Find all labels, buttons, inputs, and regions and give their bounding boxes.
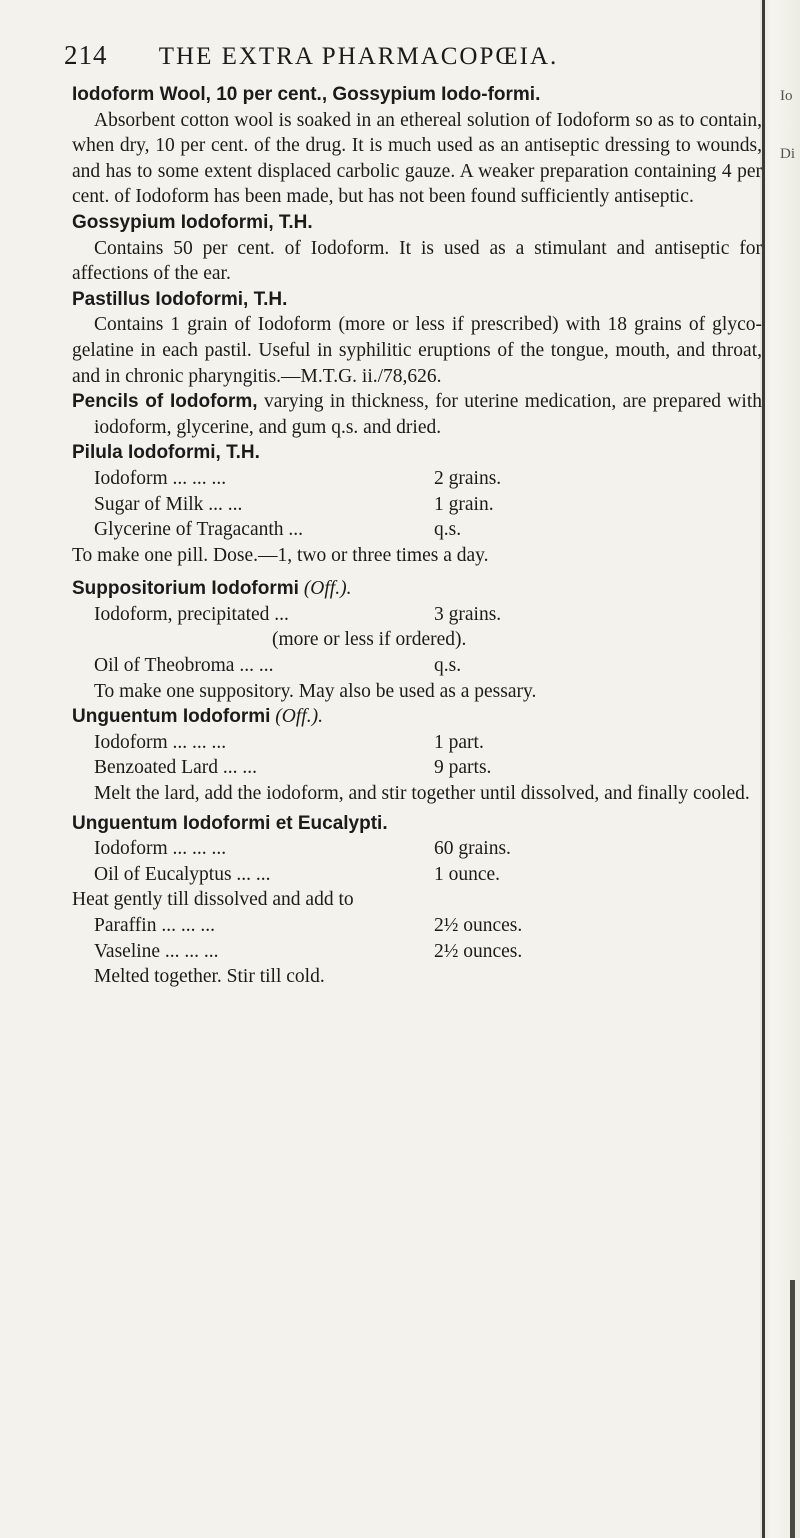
- entry-suppositorium: [72, 576, 762, 704]
- entry-title: Pencils of Iodoform,: [72, 391, 258, 413]
- ingredient-qty: 9 parts.: [434, 757, 492, 779]
- entry-text: varying in thickness, for uterine medication, are prepared with iodoform, glycerine, and gum q.s. and dried.: [94, 391, 763, 438]
- ingredient-name: Iodoform ... ... ...: [94, 731, 227, 753]
- entry-eucalypti: [72, 811, 762, 990]
- official-tag: (Off.).: [303, 578, 352, 600]
- ingredient-qty: q.s.: [434, 519, 462, 541]
- ingredient-name: Oil of Eucalyptus ... ...: [94, 863, 271, 885]
- ingredient-name: Vaseline ... ... ...: [94, 940, 219, 962]
- entry-title: Suppositorium Iodoformi: [72, 578, 299, 600]
- ingredient-qty: q.s.: [434, 655, 462, 677]
- ingredient-name: Paraffin ... ... ...: [94, 915, 215, 936]
- formula-row: [72, 492, 762, 518]
- ingredient-qty: 1 ounce.: [434, 863, 501, 885]
- entry-gossypium: [72, 210, 762, 287]
- formula-row: [72, 730, 762, 756]
- entry-text: Contains 1 grain of Iodoform (more or less if prescribed) with 18 grains of glyco-gelatine in each pastil. Useful in syphilitic eruptions of the tongue, mouth, and throat, and in chronic pharyngitis.—M.T.G. ii./78,626.: [72, 314, 762, 387]
- ingredient-name: Benzoated Lard ... ...: [94, 757, 257, 779]
- formula-row: [72, 913, 762, 939]
- formula-row: [72, 862, 762, 888]
- entry-pencils: [72, 389, 762, 440]
- entry-pastillus: [72, 287, 762, 389]
- formula-row: [72, 517, 762, 543]
- entry-title: Unguentum Iodoformi et Eucalypti.: [72, 812, 388, 834]
- ingredient-name: Sugar of Milk ... ...: [94, 493, 243, 515]
- entry-note: To make one pill. Dose.—1, two or three times a day.: [72, 544, 489, 566]
- ingredient-name: Oil of Theobroma ... ...: [94, 655, 274, 677]
- entry-note: Melted together. Stir till cold.: [94, 966, 325, 988]
- ingredient-qty: 2 grains.: [434, 467, 502, 489]
- entry-mid-note: Heat gently till dissolved and add to: [72, 889, 354, 911]
- facing-page-glyph: Di: [780, 146, 795, 162]
- page-number: 214: [64, 40, 108, 70]
- entry-note: To make one suppository. May also be used as a pessary.: [94, 680, 537, 702]
- formula-row: [72, 602, 762, 628]
- gutter-rule-lower: [790, 1280, 795, 1538]
- formula-row: [72, 653, 762, 679]
- formula-row: [72, 466, 762, 492]
- entry-pilula: [72, 440, 762, 568]
- ingredient-name: Iodoform ... ... ...: [94, 838, 227, 860]
- entry-iodoform-wool: [72, 82, 762, 210]
- entry-unguentum: [72, 704, 762, 806]
- official-tag: (Off.).: [275, 706, 323, 728]
- running-title: THE EXTRA PHARMACOPŒIA.: [158, 43, 559, 70]
- formula-row-note: (more or less if ordered).: [272, 629, 467, 651]
- formula-row: [72, 755, 762, 781]
- gutter-rule: [762, 0, 765, 1538]
- entry-title: Gossypium Iodoformi, T.H.: [72, 211, 313, 233]
- ingredient-name: Iodoform, precipitated ...: [94, 603, 289, 625]
- ingredient-qty: 3 grains.: [434, 603, 502, 625]
- ingredient-qty: 60 grains.: [434, 838, 511, 860]
- running-header: [64, 40, 754, 71]
- entry-note: Melt the lard, add the iodoform, and stir together until dissolved, and finally cooled.: [94, 783, 750, 805]
- entry-title: Unguentum Iodoformi: [72, 706, 271, 728]
- page-body: [72, 82, 762, 990]
- ingredient-qty: 1 part.: [434, 731, 484, 753]
- entry-title: Pastillus Iodoformi, T.H.: [72, 288, 288, 310]
- entry-title: Pilula Iodoformi, T.H.: [72, 442, 260, 464]
- formula-row: [72, 836, 762, 862]
- ingredient-qty: 1 grain.: [434, 493, 494, 515]
- entry-text: Contains 50 per cent. of Iodoform. It is used as a stimulant and antiseptic for affections of the ear.: [72, 237, 762, 285]
- ingredient-name: Iodoform ... ... ...: [94, 467, 227, 489]
- ingredient-qty: 2½ ounces.: [434, 940, 523, 962]
- entry-title: Iodoform Wool, 10 per cent., Gossypium Iodo-formi.: [72, 84, 541, 105]
- ingredient-name: Glycerine of Tragacanth ...: [94, 519, 304, 541]
- ingredient-qty: 2½ ounces.: [434, 915, 523, 936]
- formula-row: [72, 939, 762, 965]
- facing-page-glyph: Io: [780, 88, 793, 104]
- entry-text: Absorbent cotton wool is soaked in an ethereal solution of Iodoform so as to contain, when dry, 10 per cent. of the drug. It is much used as an antiseptic dressing to wounds, and has to some extent displaced carbolic gauze. A weaker preparation containing 4 per cent. of Iodoform has been made, but has not been found sufficiently antiseptic.: [72, 109, 762, 208]
